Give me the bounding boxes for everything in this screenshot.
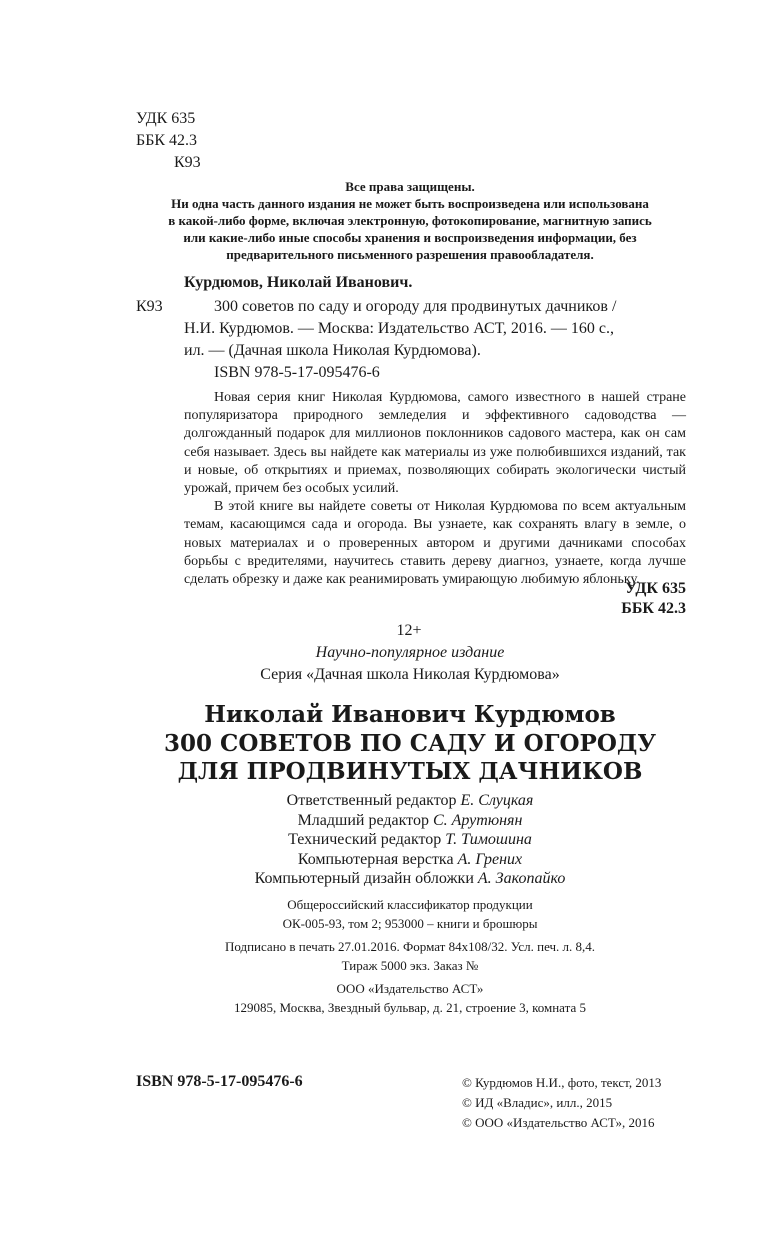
rights-notice bbox=[120, 178, 700, 263]
credit-name: Т. Тимошина bbox=[445, 831, 532, 849]
annotation-paragraph: Новая серия книг Николая Курдюмова, самого известного в нашей стране популяризатора природного земледелия и эффективного садоводства — долгожданный подарок для миллионов поклонников садового мастера, как он сам себя называет. Здесь вы найдете как материалы из уже полюбившихся изданий, так и новые, об открытиях и приемах, позволяющих собирать экологически чистый урожай, причем без особых усилий. bbox=[184, 390, 686, 497]
credit-role: Технический редактор bbox=[288, 831, 442, 849]
bottom-isbn: ISBN 978-5-17-095476-6 bbox=[136, 1073, 303, 1090]
catalog-author: Курдюмов, Николай Иванович. bbox=[184, 274, 413, 291]
catalog-bbk: ББК 42.3 bbox=[621, 600, 686, 617]
credit-line bbox=[160, 811, 660, 831]
print-info-line: Подписано в печать 27.01.2016. Формат 84x108/32. Усл. печ. л. 8,4. bbox=[224, 939, 596, 954]
book-title-line: 300 СОВЕТОВ ПО САДУ И ОГОРОДУ bbox=[164, 730, 656, 757]
rights-line: или какие-либо иные способы хранения и воспроизведения информации, без bbox=[183, 230, 637, 245]
print-info-line: Тираж 5000 экз. Заказ № bbox=[341, 958, 479, 973]
credit-role: Младший редактор bbox=[297, 811, 429, 829]
credit-line bbox=[160, 869, 660, 889]
catalog-udk: УДК 635 bbox=[625, 580, 686, 597]
copyright-line: © ООО «Издательство АСТ», 2016 bbox=[462, 1115, 655, 1130]
author-mark: К93 bbox=[174, 154, 201, 171]
catalog-desc-line: 300 советов по саду и огороду для продвинутых дачников / bbox=[214, 298, 617, 315]
credit-name: А. Закопайко bbox=[477, 870, 566, 888]
credits bbox=[160, 791, 660, 889]
edition-type: Научно-популярное издание bbox=[315, 644, 505, 661]
credit-role: Компьютерная верстка bbox=[297, 850, 454, 868]
publisher-address: 129085, Москва, Звездный бульвар, д. 21, строение 3, комната 5 bbox=[234, 1000, 586, 1015]
credit-line bbox=[160, 830, 660, 850]
bbk-code: ББК 42.3 bbox=[136, 132, 198, 149]
rights-line: в какой-либо форме, включая электронную, фотокопирование, магнитную запись bbox=[168, 213, 652, 228]
book-title bbox=[100, 730, 720, 786]
copyright-line: © Курдюмов Н.И., фото, текст, 2013 bbox=[462, 1075, 662, 1090]
author-name: Николай Иванович Курдюмов bbox=[204, 701, 616, 728]
copyrights bbox=[462, 1073, 661, 1133]
udk-header bbox=[136, 108, 201, 174]
credit-name: Е. Слуцкая bbox=[460, 792, 534, 809]
book-title-line: ДЛЯ ПРОДВИНУТЫХ ДАЧНИКОВ bbox=[177, 758, 643, 785]
publisher-name: ООО «Издательство АСТ» bbox=[336, 981, 484, 996]
age-rating: 12+ bbox=[396, 622, 422, 639]
rights-line: Все права защищены. bbox=[345, 179, 475, 194]
catalog-code: К93 bbox=[136, 298, 163, 315]
series-name: Серия «Дачная школа Николая Курдюмова» bbox=[260, 666, 560, 683]
classifier bbox=[160, 895, 660, 933]
credit-line bbox=[160, 791, 660, 811]
credit-name: С. Арутюнян bbox=[432, 811, 523, 829]
rights-line: предварительного письменного разрешения правообладателя. bbox=[226, 247, 594, 262]
credit-role: Компьютерный дизайн обложки bbox=[254, 870, 474, 888]
catalog-desc-line: ил. — (Дачная школа Николая Курдюмова). bbox=[184, 342, 481, 359]
classifier-line: Общероссийский классификатор продукции bbox=[287, 897, 533, 912]
credit-line bbox=[160, 850, 660, 870]
annotation-paragraph: В этой книге вы найдете советы от Николая Курдюмова по всем актуальным темам, касающимся сада и огорода. Вы узнаете, как сохранять влагу в земле, о новых материалах и о проверенных автором и другими дачниками способах борьбы с вредителями, научитесь ставить дереву диагноз, узнаете, когда лучше сделать обрезку и даже как реанимировать умирающую любимую яблоньку. bbox=[184, 499, 686, 588]
catalog-desc-line: Н.И. Курдюмов. — Москва: Издательство АСТ, 2016. — 160 с., bbox=[184, 320, 614, 337]
annotation bbox=[184, 389, 686, 589]
print-info bbox=[140, 937, 680, 975]
rights-line: Ни одна часть данного издания не может быть воспроизведена или использована bbox=[171, 196, 649, 211]
publisher-info bbox=[140, 979, 680, 1017]
classifier-line: ОК-005-93, том 2; 953000 – книги и брошюры bbox=[282, 916, 538, 931]
copyright-line: © ИД «Владис», илл., 2015 bbox=[462, 1095, 613, 1110]
catalog-isbn: ISBN 978-5-17-095476-6 bbox=[214, 364, 380, 381]
credit-name: А. Грених bbox=[457, 850, 523, 868]
udk-code: УДК 635 bbox=[136, 110, 196, 127]
catalog-description bbox=[184, 296, 694, 362]
credit-role: Ответственный редактор bbox=[286, 792, 457, 809]
